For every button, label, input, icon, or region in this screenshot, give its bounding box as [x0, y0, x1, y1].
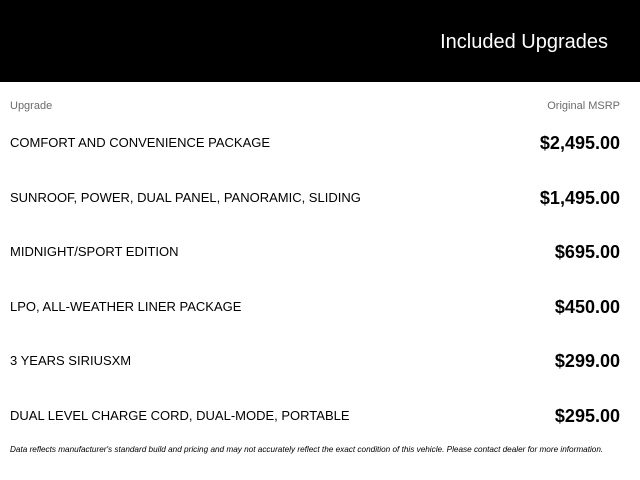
- upgrade-name: MIDNIGHT/SPORT EDITION: [10, 244, 179, 259]
- upgrade-row: [10, 115, 620, 170]
- upgrade-name: 3 YEARS SIRIUSXM: [10, 353, 132, 368]
- upgrade-name: LPO, ALL-WEATHER LINER PACKAGE: [10, 298, 242, 314]
- upgrade-price: $2,495.00: [539, 133, 620, 153]
- column-headers: [10, 99, 620, 113]
- upgrades-list: [10, 115, 620, 442]
- upgrade-row: [10, 333, 620, 388]
- upgrade-price: $1,495.00: [539, 187, 620, 208]
- upgrade-row: [10, 224, 620, 279]
- upgrade-name: COMFORT AND CONVENIENCE PACKAGE: [10, 135, 271, 150]
- disclaimer-text: Data reflects manufacturer's standard build and pricing and may not accurately reflect the exact condition of this vehicle. Please contact dealer for more information.: [10, 445, 604, 454]
- upgrade-row: [10, 279, 620, 334]
- column-header-msrp: Original MSRP: [547, 100, 620, 112]
- upgrade-row: [10, 170, 620, 225]
- upgrade-row: [10, 388, 620, 443]
- column-header-upgrade: Upgrade: [10, 100, 53, 112]
- upgrade-price: $299.00: [554, 351, 620, 371]
- upgrade-price: $695.00: [554, 242, 620, 262]
- page-title: Included Upgrades: [440, 31, 608, 53]
- header-bar: [0, 0, 640, 82]
- upgrade-name: DUAL LEVEL CHARGE CORD, DUAL-MODE, PORTABLE: [10, 407, 350, 423]
- upgrade-price: $295.00: [554, 405, 620, 426]
- upgrade-price: $450.00: [554, 296, 620, 317]
- upgrade-name: SUNROOF, POWER, DUAL PANEL, PANORAMIC, SLIDING: [10, 189, 361, 205]
